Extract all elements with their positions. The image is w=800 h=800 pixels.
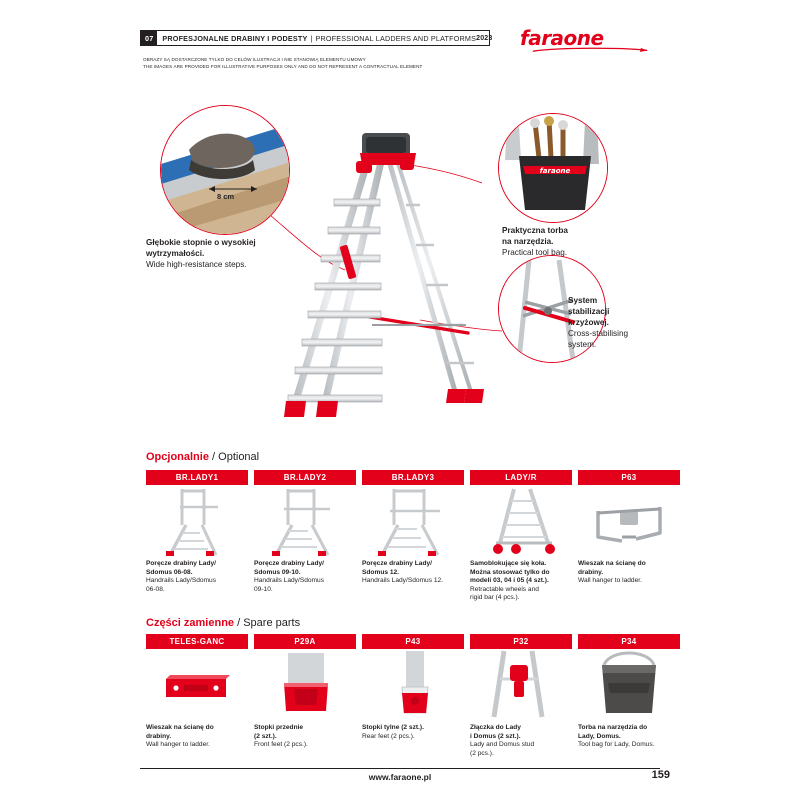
sp-caption-pl-3: Stopki tylne (2 szt.).	[362, 724, 424, 731]
sp-caption-pl2-2: (2 szt.).	[254, 732, 277, 740]
optional-title-pl: Opcjonalnie	[146, 451, 209, 463]
brand-logo	[520, 28, 660, 54]
callout-toolbag-text-en: Practical tool bag.	[502, 248, 568, 257]
caption-pl-1: Poręcze drabiny Lady/	[146, 560, 216, 567]
sp-caption-pl-2: Stopki przednie	[254, 724, 304, 731]
callout-stabiliser-title-pl: System	[568, 296, 598, 305]
caption-pl2-4: Można stosować tylko do	[470, 568, 550, 576]
brand-logo-swoosh-icon	[520, 47, 660, 52]
ladder-handrail-icon	[254, 485, 356, 557]
brand-logo-text: faraone	[520, 26, 604, 50]
step-depth-label: 8 cm	[217, 192, 235, 201]
sp-caption-pl2-1: drabiny.	[146, 732, 172, 740]
product-code-p34: P34	[578, 634, 680, 649]
callout-stabiliser-text-en2: system.	[568, 340, 597, 349]
step-depth-arrow-icon	[205, 184, 265, 194]
caption-en2-4: rigid bar (4 pcs.).	[470, 594, 520, 602]
callout-stabiliser-title-pl2: stabilizacji	[568, 307, 610, 316]
product-cell-p34[interactable]	[578, 634, 680, 758]
product-code-p29a: P29A	[254, 634, 356, 649]
product-cell-p32[interactable]	[470, 634, 572, 758]
tool-bag-icon	[578, 649, 680, 721]
disclaimer-line-pl: OBRAZY SĄ DOSTARCZONE TYLKO DO CELÓW ILUSTRACJI I NIE STANOWIĄ ELEMENTU UMOWY	[143, 57, 366, 62]
sp-caption-en-5: Tool bag for Lady, Domus.	[578, 741, 655, 749]
product-code-br-lady1: BR.LADY1	[146, 470, 248, 485]
caption-en-1: Handrails Lady/Sdomus	[146, 577, 217, 585]
product-caption-p34	[578, 724, 680, 750]
ladder-handrail-icon	[362, 485, 464, 557]
callout-toolbag-title-pl: Praktyczna torba	[502, 226, 568, 235]
rear-foot-icon	[362, 649, 464, 721]
product-caption-lady-r	[470, 560, 572, 603]
wall-bracket-icon	[146, 649, 248, 721]
header-year: 2023	[476, 34, 493, 42]
optional-products-row	[146, 470, 680, 603]
product-cell-lady-r[interactable]	[470, 470, 572, 603]
optional-title-en: / Optional	[212, 451, 260, 463]
product-code-p43: P43	[362, 634, 464, 649]
sp-caption-en2-4: (2 pcs.).	[470, 749, 494, 757]
caption-pl2-2: Sdomus 09-10.	[254, 568, 301, 576]
product-cell-teles-ganc[interactable]	[146, 634, 248, 758]
caption-en2-1: 06-08.	[146, 585, 165, 593]
disclaimer	[143, 57, 563, 70]
footer-website-url[interactable]: www.faraone.pl	[368, 772, 432, 782]
product-image-br-lady1	[146, 485, 248, 557]
product-code-br-lady2: BR.LADY2	[254, 470, 356, 485]
spare-parts-section-title	[146, 617, 466, 629]
caption-pl2-5: drabiny.	[578, 568, 604, 576]
product-image-p63	[578, 485, 680, 557]
product-caption-teles-ganc	[146, 724, 248, 750]
product-cell-p43[interactable]	[362, 634, 464, 758]
callout-steps-label	[146, 237, 316, 270]
product-caption-br-lady3	[362, 560, 464, 586]
product-image-lady-r	[470, 485, 572, 557]
tool-bag-photo-inset	[498, 113, 608, 223]
sp-caption-pl-5: Torba na narzędzia do	[578, 724, 648, 731]
product-code-br-lady3: BR.LADY3	[362, 470, 464, 485]
ladder-wheels-icon	[470, 485, 572, 557]
sp-caption-pl2-5: Lady, Domus.	[578, 732, 621, 740]
callout-toolbag-label	[502, 225, 652, 258]
callout-stabiliser-text-en: Cross-stabilising	[568, 329, 629, 338]
footer-divider	[140, 768, 660, 769]
product-caption-p63	[578, 560, 680, 586]
spare-parts-row	[146, 634, 680, 758]
sp-caption-pl-1: Wieszak na ścianę do	[146, 724, 214, 731]
disclaimer-line-en: THE IMAGES ARE PROVIDED FOR ILLUSTRATIVE PURPOSES ONLY AND DO NOT REPRESENT A CONTRACTUAL ELEMENT	[143, 63, 423, 69]
product-caption-br-lady2	[254, 560, 356, 594]
callout-steps-title-pl: Głębokie stopnie o wysokiej	[146, 238, 256, 247]
product-code-lady-r: LADY/R	[470, 470, 572, 485]
page-number: 159	[651, 769, 670, 781]
caption-pl-4: Samoblokujące się koła.	[470, 560, 547, 567]
sp-caption-en-2: Front feet (2 pcs.).	[254, 741, 308, 749]
sp-caption-pl2-4: i Domus (2 szt.).	[470, 732, 521, 740]
stud-icon	[470, 649, 572, 721]
caption-pl-3: Poręcze drabiny Lady/	[362, 560, 432, 567]
product-code-teles-ganc: TELES-GANC	[146, 634, 248, 649]
product-image-p43	[362, 649, 464, 721]
tool-bag-photo-icon	[499, 114, 608, 223]
page-header	[140, 30, 493, 46]
callout-stabiliser-title-pl3: krzyżowej.	[568, 318, 609, 327]
product-image-br-lady3	[362, 485, 464, 557]
header-section-number: 07	[141, 31, 157, 45]
caption-pl-5: Wieszak na ścianę do	[578, 560, 646, 567]
spare-parts-title-pl: Części zamienne	[146, 617, 235, 629]
sp-caption-en-3: Rear feet (2 pcs.).	[362, 732, 415, 740]
caption-pl-2: Poręcze drabiny Lady/	[254, 560, 324, 567]
callout-steps-title-pl2: wytrzymałości.	[146, 249, 205, 258]
product-image-p32	[470, 649, 572, 721]
product-caption-p32	[470, 724, 572, 758]
product-image-p29a	[254, 649, 356, 721]
sp-caption-en-4: Lady and Domus stud	[470, 741, 535, 749]
caption-en-4: Retractable wheels and	[470, 585, 539, 593]
caption-en-2: Handrails Lady/Sdomus	[254, 577, 325, 585]
product-image-br-lady2	[254, 485, 356, 557]
callout-toolbag-title-pl2: na narzędzia.	[502, 237, 554, 246]
product-image-teles-ganc	[146, 649, 248, 721]
header-separator: |	[310, 33, 313, 43]
spare-parts-title-en: / Spare parts	[237, 617, 301, 629]
product-cell-p29a[interactable]	[254, 634, 356, 758]
callout-steps-text-en: Wide high-resistance steps.	[146, 260, 247, 269]
caption-pl3-4: modeli 03, 04 i 05 (4 szt.).	[470, 577, 549, 585]
product-code-p63: P63	[578, 470, 680, 485]
sp-caption-en-1: Wall hanger to ladder.	[146, 741, 210, 749]
deep-step-photo-inset	[160, 105, 290, 235]
caption-en2-2: 09-10.	[254, 585, 273, 593]
product-cell-br-lady2[interactable]	[254, 470, 356, 603]
header-title-pl: PROFESJONALNE DRABINY I PODESTY	[162, 33, 308, 43]
callout-stabiliser-label	[568, 295, 678, 350]
wall-hanger-icon	[578, 485, 680, 557]
shoe-on-step-icon	[161, 106, 290, 235]
product-image-p34	[578, 649, 680, 721]
product-caption-p43	[362, 724, 464, 741]
product-caption-br-lady1	[146, 560, 248, 594]
caption-pl2-1: Sdomus 06-08.	[146, 568, 193, 576]
header-title-en: PROFESSIONAL LADDERS AND PLATFORMS	[315, 33, 477, 43]
caption-pl2-3: Sdomus 12.	[362, 568, 400, 576]
product-cell-br-lady3[interactable]	[362, 470, 464, 603]
product-cell-p63[interactable]	[578, 470, 680, 603]
optional-section-title	[146, 451, 259, 463]
product-caption-p29a	[254, 724, 356, 750]
svg-text:faraone: faraone	[539, 167, 571, 175]
caption-en-3: Handrails Lady/Sdomus 12.	[362, 577, 444, 585]
main-illustration	[130, 95, 670, 455]
caption-en-5: Wall hanger to ladder.	[578, 577, 642, 585]
sp-caption-pl-4: Złączka do Lady	[470, 724, 521, 731]
product-cell-br-lady1[interactable]	[146, 470, 248, 603]
product-code-p32: P32	[470, 634, 572, 649]
front-foot-icon	[254, 649, 356, 721]
ladder-handrail-icon	[146, 485, 248, 557]
